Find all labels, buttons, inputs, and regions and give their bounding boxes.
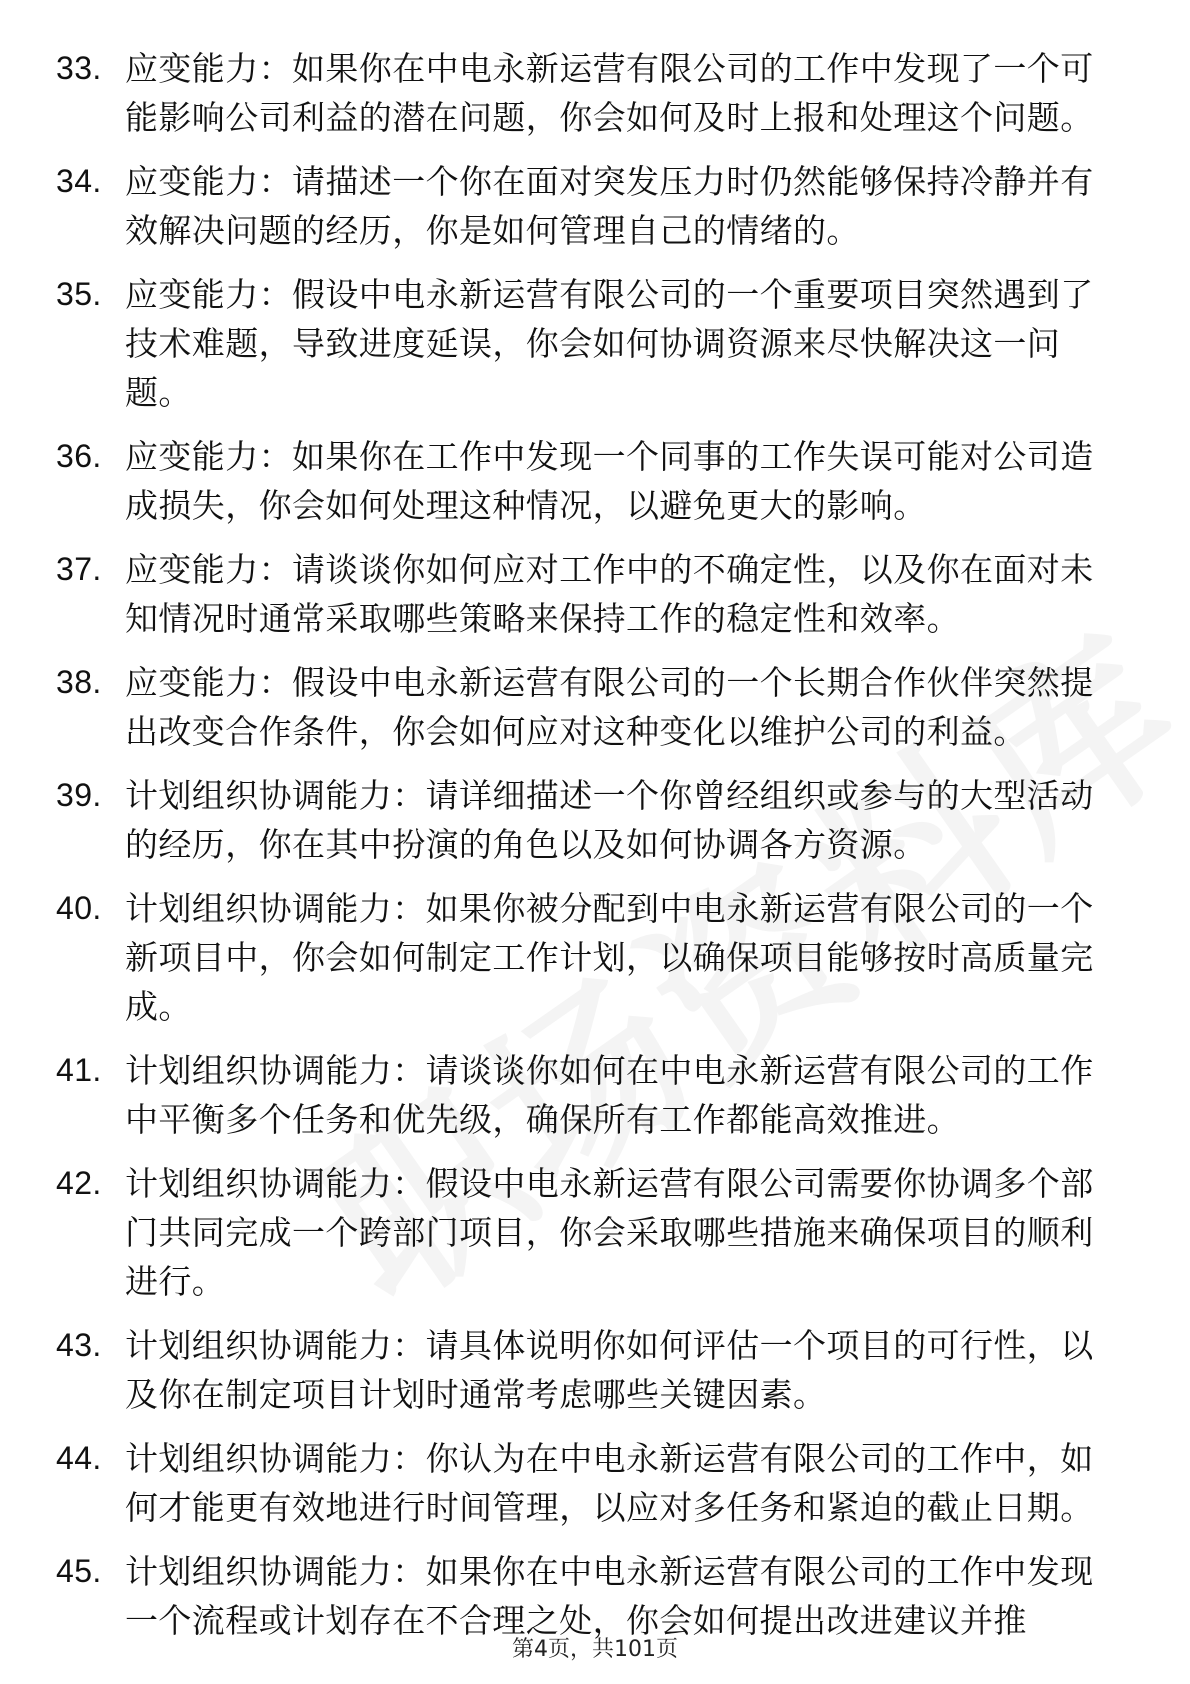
question-item [0, 1321, 1110, 1419]
question-item [0, 432, 1110, 530]
question-number: 40. [56, 890, 102, 926]
question-text: 计划组织协调能力：请谈谈你如何在中电永新运营有限公司的工作中平衡多个任务和优先级，确保所有工作都能高效推进。 [125, 1051, 1094, 1139]
question-item [0, 1159, 1110, 1306]
question-text: 应变能力：如果你在中电永新运营有限公司的工作中发现了一个可能影响公司利益的潜在问题，你会如何及时上报和处理这个问题。 [125, 49, 1094, 137]
question-item [0, 1547, 1110, 1645]
question-text: 计划组织协调能力：请详细描述一个你曾经组织或参与的大型活动的经历，你在其中扮演的角色以及如何协调各方资源。 [125, 776, 1094, 864]
question-number: 45. [56, 1553, 102, 1589]
question-text: 计划组织协调能力：请具体说明你如何评估一个项目的可行性，以及你在制定项目计划时通常考虑哪些关键因素。 [125, 1326, 1094, 1414]
question-text: 应变能力：如果你在工作中发现一个同事的工作失误可能对公司造成损失，你会如何处理这种情况，以避免更大的影响。 [125, 437, 1094, 525]
question-item [0, 270, 1110, 417]
question-number: 44. [56, 1440, 102, 1476]
question-text: 计划组织协调能力：你认为在中电永新运营有限公司的工作中，如何才能更有效地进行时间管理，以应对多任务和紧迫的截止日期。 [125, 1439, 1094, 1527]
question-text: 应变能力：请谈谈你如何应对工作中的不确定性，以及你在面对未知情况时通常采取哪些策略来保持工作的稳定性和效率。 [125, 550, 1094, 638]
question-item [0, 157, 1110, 255]
question-item [0, 545, 1110, 643]
question-text: 应变能力：假设中电永新运营有限公司的一个重要项目突然遇到了技术难题，导致进度延误，你会如何协调资源来尽快解决这一问题。 [125, 275, 1094, 412]
question-item [0, 44, 1110, 142]
question-number: 42. [56, 1165, 102, 1201]
question-number: 43. [56, 1327, 102, 1363]
question-text: 应变能力：请描述一个你在面对突发压力时仍然能够保持冷静并有效解决问题的经历，你是如何管理自己的情绪的。 [125, 162, 1094, 250]
question-number: 41. [56, 1052, 102, 1088]
question-item [0, 884, 1110, 1031]
question-item [0, 1046, 1110, 1144]
question-number: 34. [56, 163, 102, 199]
question-list [0, 44, 1190, 1660]
page-number: 第4页，共101页 [512, 1637, 678, 1662]
question-item [0, 658, 1110, 756]
question-number: 35. [56, 276, 102, 312]
question-number: 33. [56, 50, 102, 86]
question-text: 计划组织协调能力：如果你被分配到中电永新运营有限公司的一个新项目中，你会如何制定工作计划，以确保项目能够按时高质量完成。 [125, 889, 1094, 1026]
question-number: 37. [56, 551, 102, 587]
question-item [0, 1434, 1110, 1532]
question-text: 计划组织协调能力：如果你在中电永新运营有限公司的工作中发现一个流程或计划存在不合理之处，你会如何提出改进建议并推 [125, 1552, 1094, 1640]
question-item [0, 771, 1110, 869]
question-number: 38. [56, 664, 102, 700]
question-text: 应变能力：假设中电永新运营有限公司的一个长期合作伙伴突然提出改变合作条件，你会如何应对这种变化以维护公司的利益。 [125, 663, 1094, 751]
question-text: 计划组织协调能力：假设中电永新运营有限公司需要你协调多个部门共同完成一个跨部门项目，你会采取哪些措施来确保项目的顺利进行。 [125, 1164, 1094, 1301]
question-number: 39. [56, 777, 102, 813]
question-number: 36. [56, 438, 102, 474]
